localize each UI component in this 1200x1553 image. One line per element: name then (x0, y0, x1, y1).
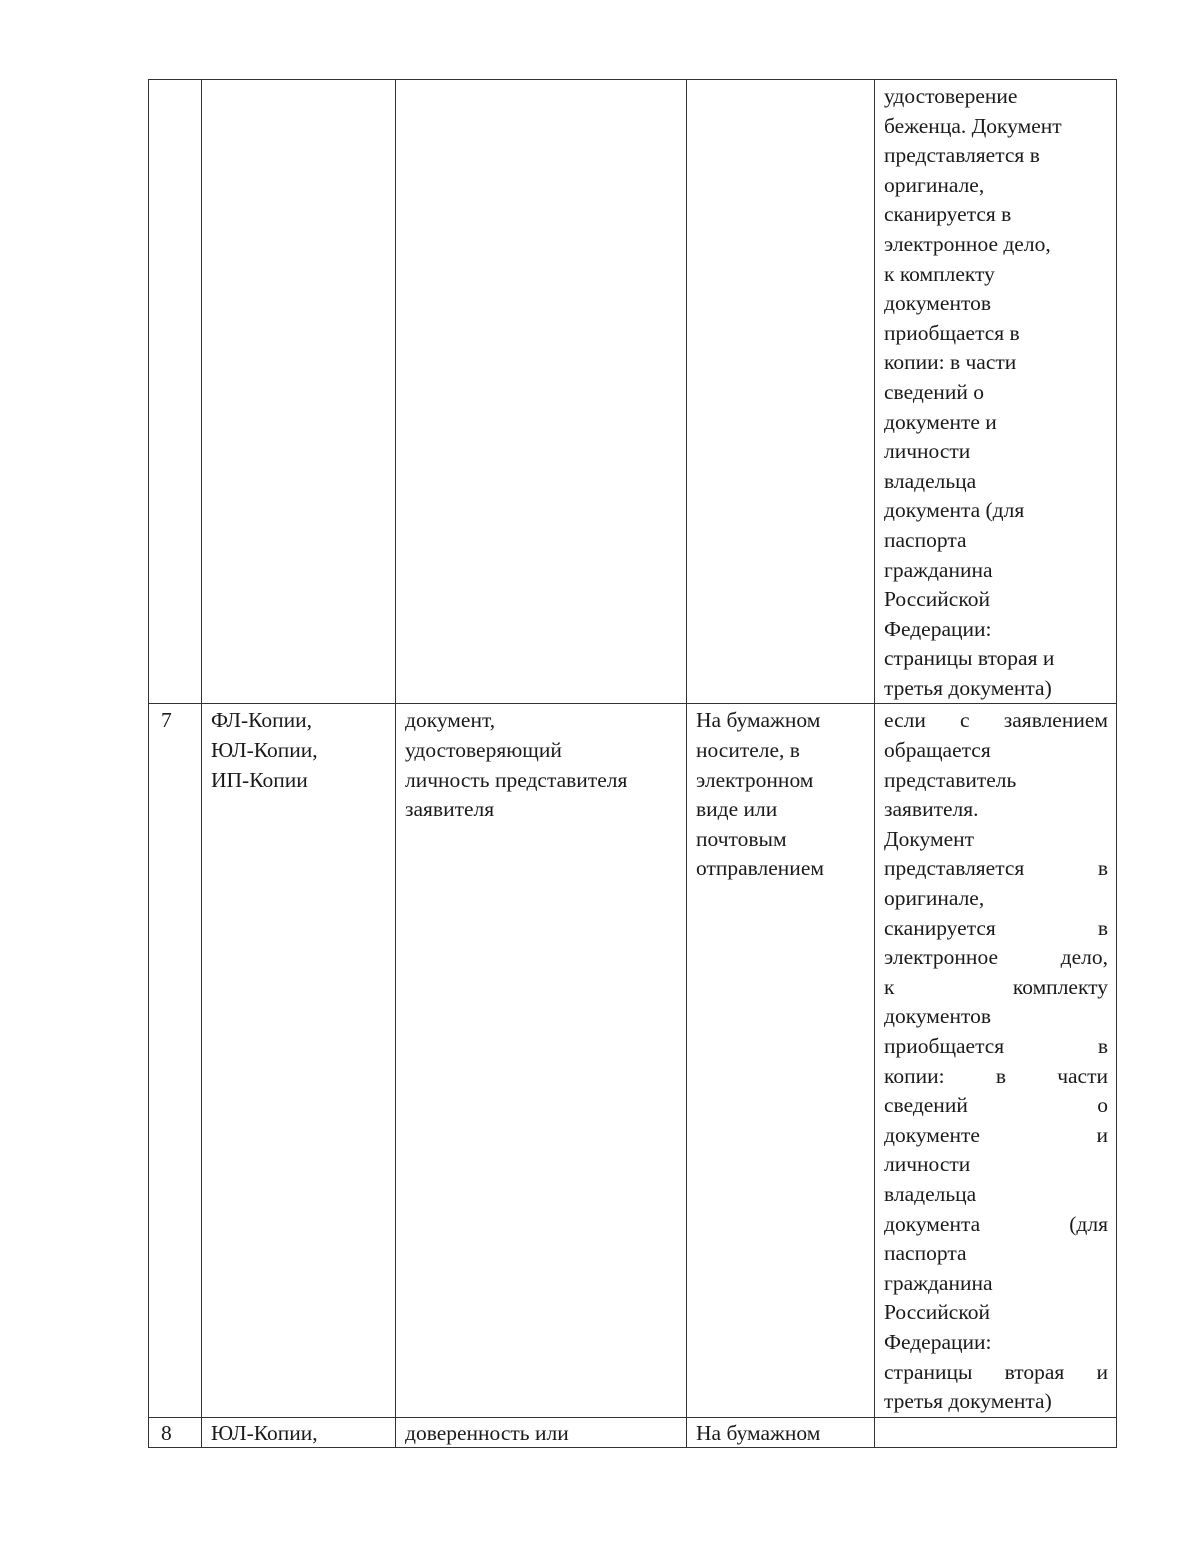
document-name: документ, удостоверяющий личность представителя заявителя (396, 704, 687, 1417)
document-note (875, 1417, 1117, 1447)
table-row (149, 80, 1117, 704)
note-line: документов (884, 1004, 991, 1029)
note-line: оригинале, (884, 886, 985, 911)
applicant-category: ФЛ-Копии, ЮЛ-Копии, ИП-Копии (202, 704, 396, 1417)
note-line: документе и (884, 1122, 1108, 1147)
table-row (149, 1417, 1117, 1447)
note-line: третья документа) (884, 1389, 1052, 1414)
delivery-method: На бумажном (687, 1417, 875, 1447)
applicant-category: ЮЛ-Копии, (202, 1417, 396, 1447)
note-line: паспорта (884, 1241, 967, 1266)
note-line: владельца (884, 1181, 977, 1206)
note-line: заявителя. (884, 797, 979, 822)
delivery-method (687, 80, 875, 704)
note-line: страницы вторая и (884, 1359, 1108, 1384)
note-line: документа (для (884, 1211, 1108, 1236)
note-line: представляется в (884, 856, 1108, 881)
document-note: удостоверение беженца. Документ представляется в оригинале, сканируется в электронное дело, к комплекту документов приобщается в копии: в части сведений о документе и личности владельца документа (для паспорта гражданина Российской Федерации: страницы вторая и третья документа) (875, 80, 1117, 704)
note-line: личности (884, 1152, 971, 1177)
note-line: приобщается в (884, 1034, 1108, 1058)
row-number (149, 80, 202, 704)
document-name (396, 80, 687, 704)
row-number: 8 (149, 1417, 202, 1447)
note-line: Федерации: (884, 1329, 992, 1354)
table-row (149, 704, 1117, 1417)
note-line: представитель (884, 767, 1017, 792)
note-line: сведений о (884, 1093, 1108, 1118)
document-name: доверенность или (396, 1417, 687, 1447)
note-line: Документ (884, 826, 975, 851)
note-line: Российской (884, 1300, 990, 1325)
row-number: 7 (149, 704, 202, 1417)
note-line: к комплекту (884, 974, 1108, 999)
applicant-category (202, 80, 396, 704)
note-line: сканируется в (884, 915, 1108, 940)
document-note (875, 704, 1117, 1417)
note-line: гражданина (884, 1270, 993, 1295)
note-line: электронное дело, (884, 945, 1108, 970)
note-line: копии: в части (884, 1063, 1108, 1088)
note-line: если с заявлением (884, 708, 1108, 733)
delivery-method: На бумажном носителе, в электронном виде или почтовым отправлением (687, 704, 875, 1417)
note-line: обращается (884, 738, 991, 763)
requirements-table (148, 79, 1117, 1448)
